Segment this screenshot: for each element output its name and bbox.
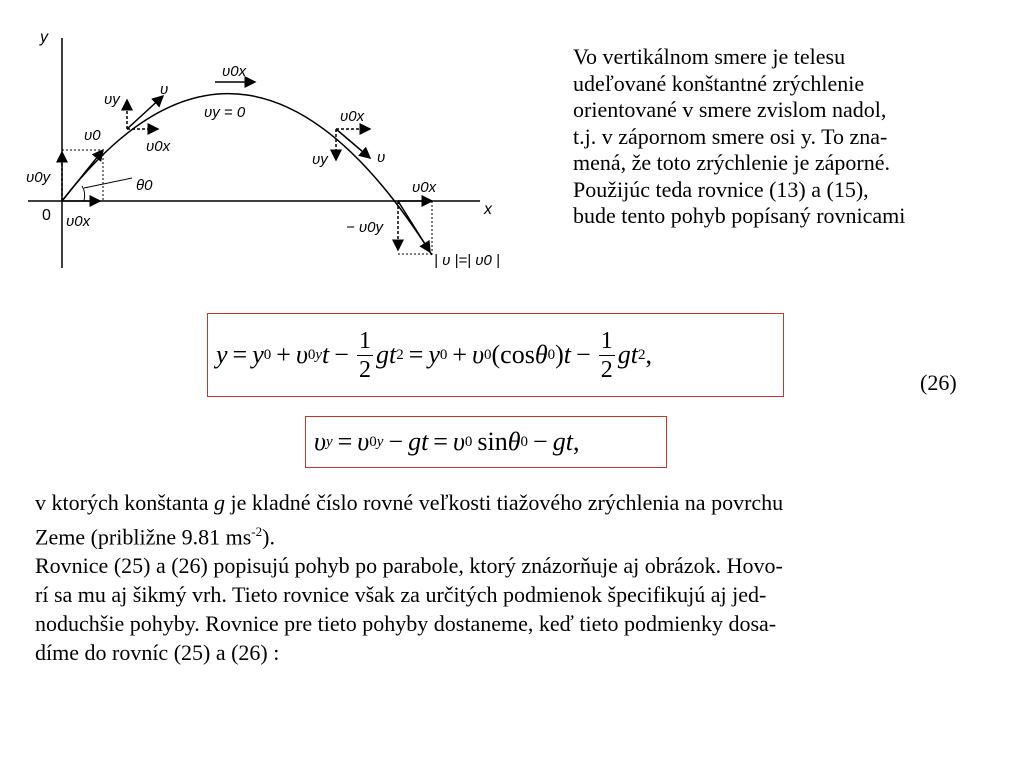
equation-velocity-box [305,416,667,468]
v0-label: υ0 [84,127,101,144]
equation-position-box [207,313,784,397]
vy-zero-label: υy = 0 [204,104,246,121]
y-axis-label: y [40,29,48,46]
v0x-label-top: υ0x [222,63,247,80]
v0x-label-descending: υ0x [340,108,365,125]
v0x-label-ascending: υ0x [146,138,171,155]
body-line: rí sa mu aj šikmý vrh. Tieto rovnice však za určitých podmienok špecifikujú aj jed- [35,582,767,608]
body-line: díme do rovníc (25) a (26) : [35,640,280,666]
intro-line: Použijúc teda rovnice (13) a (15), [573,176,869,202]
x-axis-label: x [484,201,492,218]
intro-line: udeľované konštantné zrýchlenie [573,70,865,96]
intro-line: Vo vertikálnom smere je telesu [573,44,846,69]
body-text [35,488,1007,667]
vy-label-ascending: υy [104,91,120,108]
intro-paragraph [573,44,1013,230]
vy-label-descending: υy [312,151,328,168]
body-line: Zeme (približne 9.81 $ms^{-2}$). [35,524,275,550]
v-vector-landing [398,201,430,252]
body-line: noduchšie pohyby. Rovnice pre tieto pohyby dostaneme, keď tieto podmienky dosa- [35,611,777,637]
neg-v0y-label: − υ0y [346,219,384,236]
equation-number: (26) [920,370,957,395]
origin-label: 0 [42,207,51,224]
body-line: Rovnice (25) a (26) popisujú pohyb po parabole, ktorý znázorňuje aj obrázok. Hovo- [35,553,783,579]
equation-velocity: υ y = υ 0y − gt = υ 0 sin θ 0 − gt , [314,427,580,456]
v0-vector [62,150,103,201]
intro-line: mená, že toto zrýchlenie je záporné. [573,150,891,175]
intro-line: orientované v smere zvislom nadol, [573,97,887,122]
v0y-label: υ0y [26,169,51,186]
intro-line: t.j. v zápornom smere osi y. To zna- [573,123,888,149]
magnitude-label: | υ |=| υ0 | [434,252,500,269]
theta0-pointer [84,178,132,188]
v0x-label: υ0x [66,213,91,230]
intro-line: bude tento pohyb popísaný rovnicami [573,203,906,228]
v0x-label-landing: υ0x [412,179,437,196]
projectile-diagram [0,0,540,290]
v-label-descending: υ [377,149,386,166]
body-line: v ktorých konštanta g je kladné číslo rovné veľkosti tiažového zrýchlenia na povrchu [35,490,784,515]
equation-position: y = y 0 + υ 0y t − $\frac{1}{2}$ gt 2 = y 0 + υ 0 (cos θ 0 ) t − $\frac{1}{2}$ gt 2 , [216,327,652,383]
theta0-label: θ0 [136,177,153,194]
v-label-ascending: υ [160,81,169,98]
